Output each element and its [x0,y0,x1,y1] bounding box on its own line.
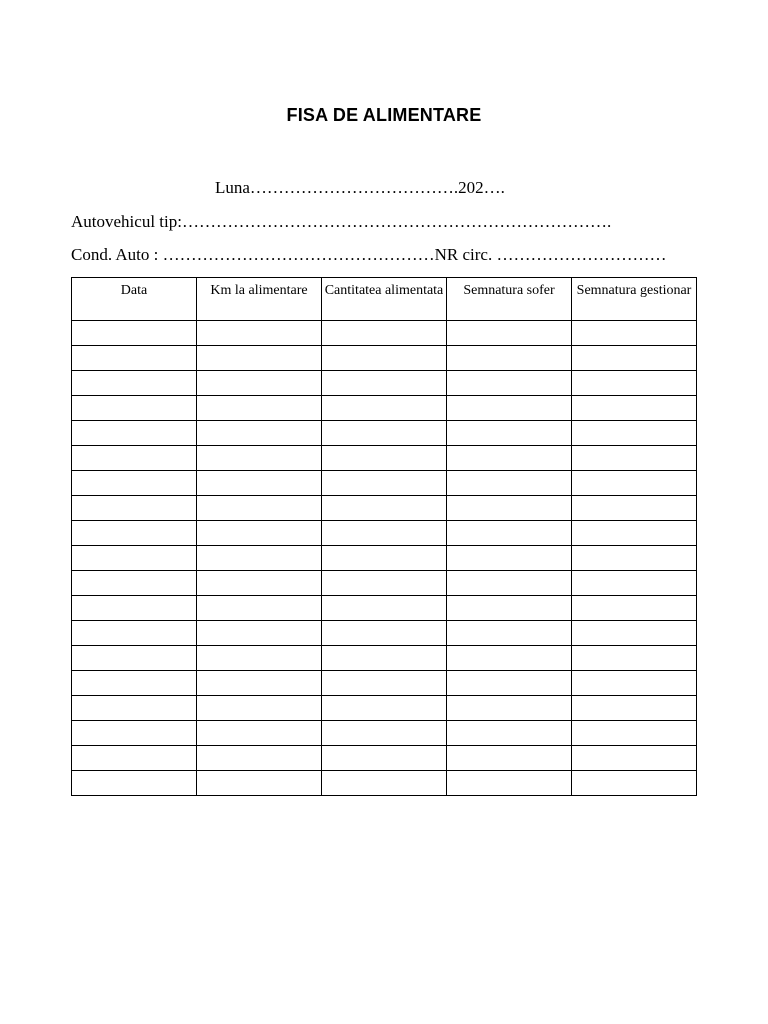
table-cell [72,321,197,346]
table-body [72,321,697,796]
table-cell [572,596,697,621]
table-cell [197,496,322,521]
table-cell [447,721,572,746]
table-row [72,396,697,421]
table-cell [72,746,197,771]
table-row [72,746,697,771]
table-cell [322,671,447,696]
table-cell [572,471,697,496]
table-cell [572,646,697,671]
table-cell [572,721,697,746]
table-cell [447,371,572,396]
fuel-log-table [71,277,697,796]
table-cell [572,396,697,421]
table-cell [447,521,572,546]
table-cell [197,721,322,746]
table-cell [572,421,697,446]
column-header-driver-signature: Semnatura sofer [447,278,572,321]
table-row [72,496,697,521]
table-cell [322,571,447,596]
table-cell [197,671,322,696]
document-title: FISA DE ALIMENTARE [286,105,482,125]
table-row [72,696,697,721]
table-cell [72,521,197,546]
table-cell [72,346,197,371]
table-cell [72,546,197,571]
table-cell [197,521,322,546]
table-cell [447,671,572,696]
table-cell [197,621,322,646]
table-cell [197,396,322,421]
table-row [72,346,697,371]
table-row [72,671,697,696]
table-cell [197,446,322,471]
table-header-row [72,278,697,321]
table-cell [572,696,697,721]
table-cell [197,421,322,446]
table-cell [197,546,322,571]
table-cell [572,746,697,771]
table-row [72,371,697,396]
table-row [72,571,697,596]
table-cell [322,521,447,546]
table-row [72,421,697,446]
table-cell [197,746,322,771]
table-cell [447,621,572,646]
table-cell [572,496,697,521]
table-cell [447,546,572,571]
table-cell [72,571,197,596]
driver-registration-line: Cond. Auto : …………………………………………NR circ. ………………………… [71,245,667,264]
vehicle-type-line: Autovehicul tip:…………………………………………………………………. [71,212,612,231]
month-year-line: Luna……………………………….202…. [215,178,505,197]
table-cell [572,771,697,796]
table-cell [72,671,197,696]
table-cell [197,696,322,721]
table-row [72,446,697,471]
table-cell [572,371,697,396]
table-cell [572,621,697,646]
table-cell [447,471,572,496]
table-cell [447,771,572,796]
table-row [72,321,697,346]
table-cell [72,646,197,671]
table-cell [447,321,572,346]
table-row [72,471,697,496]
table-row [72,621,697,646]
table-cell [197,371,322,396]
table-cell [572,671,697,696]
table-cell [322,721,447,746]
table-cell [322,746,447,771]
table-cell [322,396,447,421]
table-cell [72,421,197,446]
table-cell [72,621,197,646]
table-cell [322,421,447,446]
table-cell [447,346,572,371]
table-cell [72,696,197,721]
table-cell [322,471,447,496]
table-cell [572,346,697,371]
table-cell [72,396,197,421]
table-cell [322,646,447,671]
table-cell [72,471,197,496]
table-cell [322,496,447,521]
table-cell [322,771,447,796]
table-cell [72,446,197,471]
table-cell [447,646,572,671]
table-cell [197,571,322,596]
table-cell [197,596,322,621]
table-cell [572,546,697,571]
table-cell [322,546,447,571]
table-row [72,646,697,671]
table-cell [72,596,197,621]
column-header-manager-signature: Semnatura gestionar [572,278,697,321]
table-row [72,521,697,546]
table-cell [322,696,447,721]
table-cell [322,321,447,346]
table-cell [447,421,572,446]
table-cell [322,346,447,371]
table-cell [447,446,572,471]
table-cell [322,446,447,471]
table-cell [447,396,572,421]
table-cell [447,746,572,771]
table-cell [197,646,322,671]
column-header-km: Km la alimentare [197,278,322,321]
table-row [72,721,697,746]
table-cell [72,496,197,521]
table-cell [572,446,697,471]
table-cell [447,571,572,596]
table-cell [72,371,197,396]
table-cell [322,596,447,621]
table-cell [572,521,697,546]
table-cell [447,596,572,621]
column-header-date: Data [72,278,197,321]
table-cell [197,321,322,346]
table-cell [197,346,322,371]
table-row [72,546,697,571]
table-cell [197,771,322,796]
table-row [72,596,697,621]
table-cell [322,621,447,646]
table-cell [322,371,447,396]
column-header-quantity: Cantitatea alimentata [322,278,447,321]
table-row [72,771,697,796]
table-cell [572,571,697,596]
table-cell [447,496,572,521]
table-cell [197,471,322,496]
table-cell [572,321,697,346]
table-cell [72,771,197,796]
table-cell [72,721,197,746]
table-cell [447,696,572,721]
